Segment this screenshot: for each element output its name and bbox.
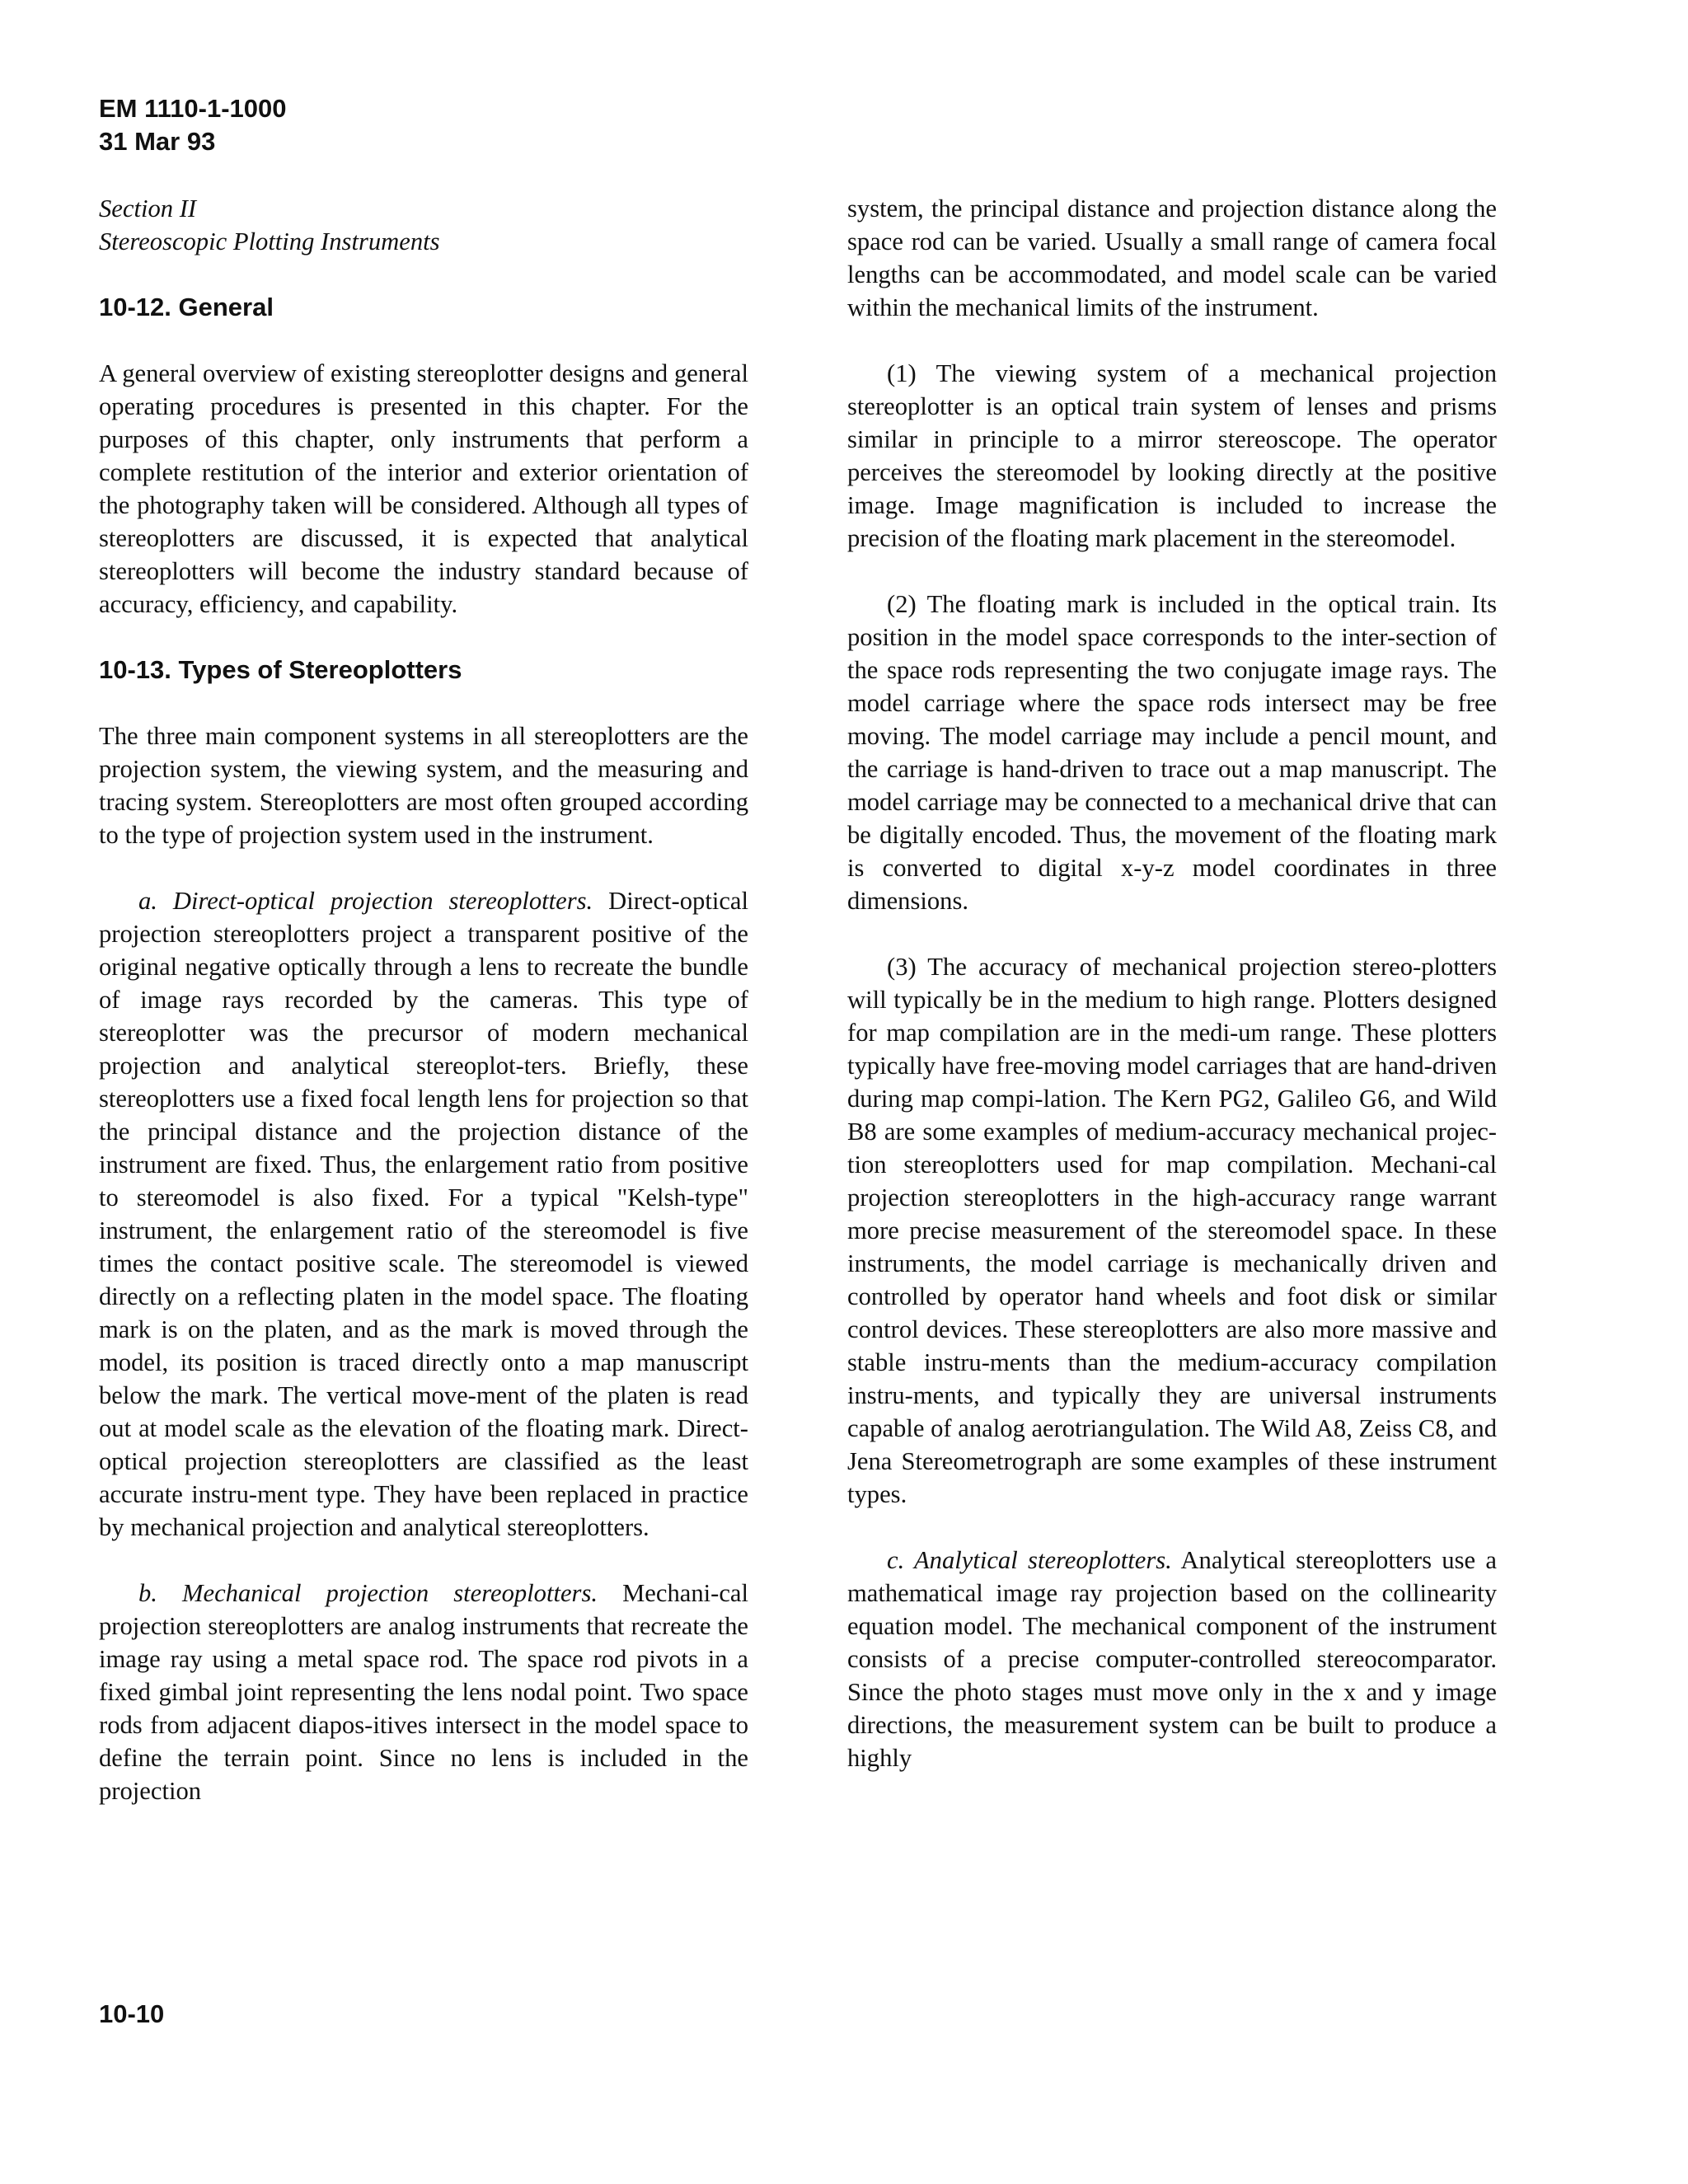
paragraph-c-lead: c. Analytical stereoplotters. [887, 1546, 1172, 1574]
section-title: Stereoscopic Plotting Instruments [99, 227, 440, 255]
paragraph-c-analytical [847, 1544, 1497, 1774]
paragraph-b-text: Mechani-cal projection stereoplotters are analog instruments that recreate the image ray using a metal space rod. The space rod pivots in a fixed gimbal joint representing the lens nodal point. Two space rods from adjacent diapos-itives intersect in the model space to define the terrain point. Since no lens is included in the projection [99, 1579, 748, 1805]
left-column [99, 192, 748, 1807]
paragraph-a-text: Direct-optical projection stereoplotters project a transparent positive of the original negative optically through a lens to recreate the bundle of image rays recorded by the cameras. This type of stereoplotter was the precursor of modern mechanical projection and analytical stereoplot-ters. Briefly, these stereoplotters use a fixed focal length lens for projection so that the principal distance and the projection distance of the instrument are fixed. Thus, the enlargement ratio from positive to stereomodel is also fixed. For a typical "Kelsh-type" instrument, the enlargement ratio of the stereomodel is five times the contact positive scale. The stereomodel is viewed directly on a reflecting platen in the model space. The floating mark is on the platen, and as the mark is moved through the model, its position is traced directly onto a map manuscript below the mark. The vertical move-ment of the platen is read out at model scale as the elevation of the floating mark. Direct-optical projection stereoplotters are classified as the least accurate instru-ment type. They have been replaced in practice by mechanical projection and analytical stereoplotters. [99, 887, 749, 1541]
paragraph-b2-floating-mark: (2) The floating mark is included in the optical train. Its position in the model space corresponds to the inter-section of the space rods representing the two conjugate image rays. The model carriage where the space rods intersect may be free moving. The model carriage may include a pencil mount, and the carriage is hand-driven to trace out a map manuscript. The model carriage may be connected to a mechanical drive that can be digitally encoded. Thus, the movement of the floating mark is converted to digital x-y-z model coordinates in three dimensions. [847, 590, 1497, 915]
paragraph-b3-accuracy: (3) The accuracy of mechanical projection stereo-plotters will typically be in the medium to high range. Plotters designed for map compilation are in the medi-um range. These plotters typically have free-moving model carriages that are hand-driven during map compi-lation. The Kern PG2, Galileo G6, and Wild B8 are some examples of medium-accuracy mechanical projec-tion stereoplotters used for map compilation. Mechani-cal projection stereoplotters in the high-accuracy range warrant more precise measurement of the stereomodel space. In these instruments, the model carriage is mechanically driven and controlled by operator hand wheels and foot disk or similar control devices. These stereoplotters are also more massive and stable instru-ments than the medium-accuracy compilation instru-ments, and typically they are universal instruments capable of analog aerotriangulation. The Wild A8, Zeiss C8, and Jena Stereometrograph are some examples of these instrument types. [847, 953, 1497, 1508]
paragraph-a-lead: a. Direct-optical projection stereoplotters. [138, 887, 593, 915]
paragraph-types-intro: The three main component systems in all stereoplotters are the projection system, the viewing system, and the measuring and tracing system. Stereoplotters are most often grouped according to the type of projection system used in the instrument. [99, 722, 748, 849]
paragraph-a-direct-optical [99, 884, 748, 1544]
section-number: Section II [99, 194, 197, 223]
paragraph-b1-viewing-system: (1) The viewing system of a mechanical projection stereoplotter is an optical train system of lenses and prisms similar in principle to a mirror stereoscope. The operator perceives the stereomodel by looking directly at the positive image. Image magnification is included to increase the precision of the floating mark placement in the stereomodel. [847, 359, 1497, 552]
right-column [847, 192, 1497, 1774]
paragraph-b-continued: system, the principal distance and projection distance along the space rod can be varied. Usually a small range of camera focal lengths can be accommodated, and model scale can be varied within the mechanical limits of the instrument. [847, 194, 1497, 321]
paragraph-c-text: Analytical stereoplotters use a mathematical image ray projection based on the collinearity equation model. The mechanical component of the instrument consists of a precise computer-controlled stereocomparator. Since the photo stages must move only in the x and y image directions, the measurement system can be built to produce a highly [847, 1546, 1497, 1772]
document-id: EM 1110-1-1000 [99, 94, 287, 123]
document-date: 31 Mar 93 [99, 127, 216, 156]
heading-10-13: 10-13. Types of Stereoplotters [99, 655, 462, 684]
page-number: 10-10 [99, 1999, 165, 2028]
paragraph-general: A general overview of existing stereoplotter designs and general operating procedures is presented in this chapter. For the purposes of this chapter, only instruments that perform a complete restitution of the interior and exterior orientation of the photography taken will be considered. Although all types of stereoplotters are discussed, it is expected that analytical stereoplotters will become the industry standard because of accuracy, efficiency, and capability. [99, 359, 748, 618]
paragraph-b-lead: b. Mechanical projection stereoplotters. [138, 1579, 598, 1607]
paragraph-b-mechanical [99, 1577, 748, 1807]
page-header [99, 92, 287, 158]
heading-10-12: 10-12. General [99, 293, 274, 321]
